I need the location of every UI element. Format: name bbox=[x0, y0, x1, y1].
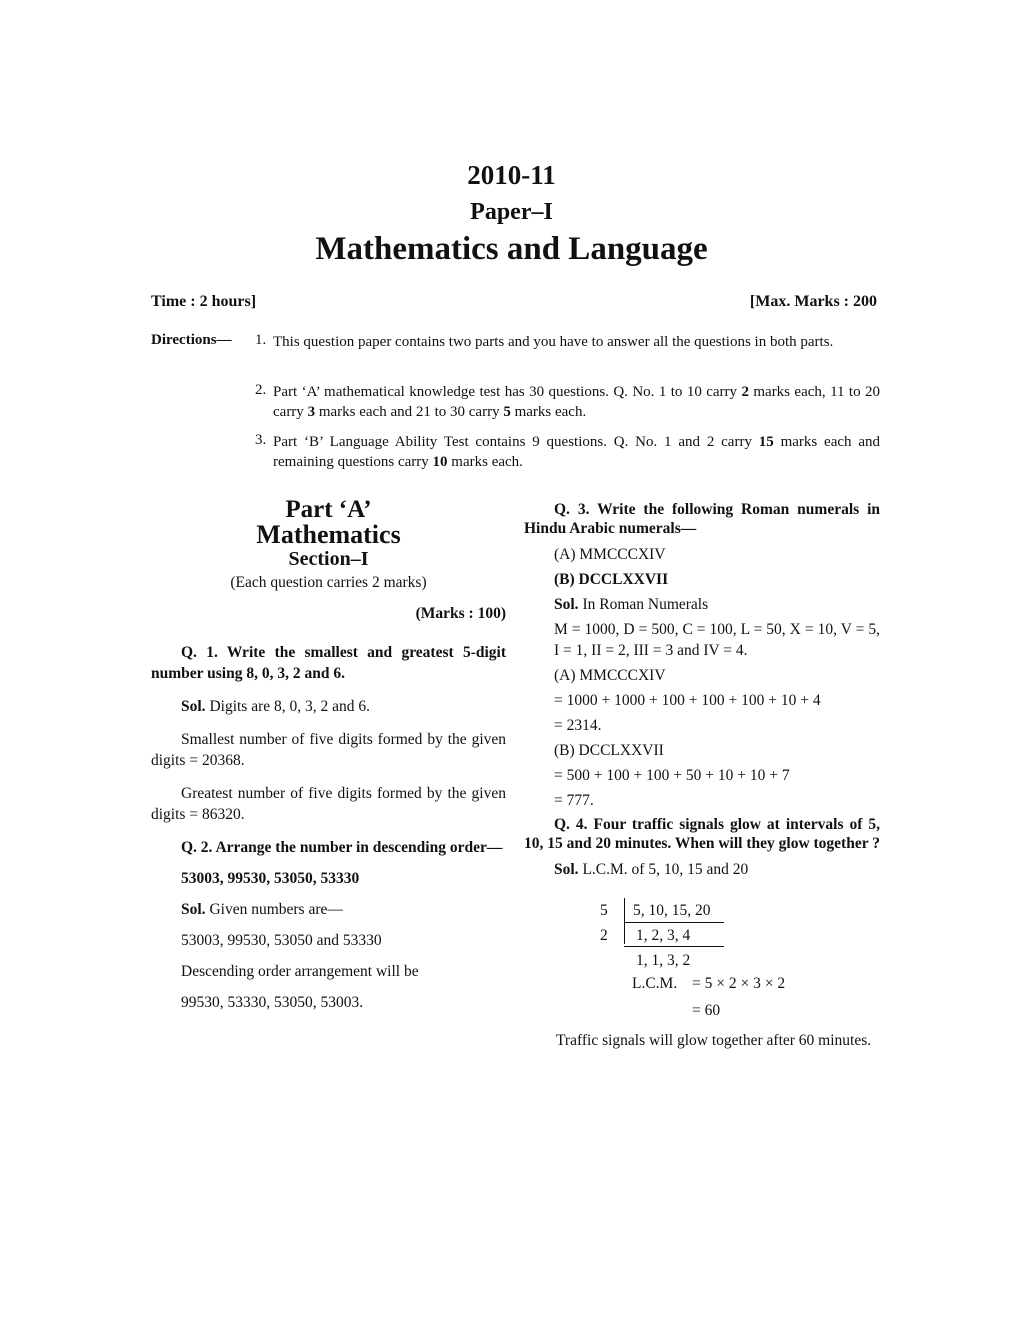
left-column bbox=[151, 496, 506, 1013]
solution-3: Sol. In Roman Numerals bbox=[554, 596, 709, 613]
paper-subject: Mathematics and Language bbox=[315, 231, 708, 267]
roman-numeral-a: (A) MMCCCXIV bbox=[554, 546, 666, 563]
roman-numeral-b: (B) DCCLXXVII bbox=[554, 571, 669, 588]
lcm-bracket bbox=[624, 898, 625, 944]
solution-text: Descending order arrangement will be bbox=[181, 963, 419, 980]
directions-label: Directions— bbox=[151, 332, 232, 348]
section-title: Mathematics bbox=[256, 520, 401, 549]
solution-answer: = 777. bbox=[554, 792, 594, 809]
lcm-result: = 60 bbox=[692, 1002, 721, 1019]
solution-text: 53003, 99530, 53050 and 53330 bbox=[181, 932, 382, 949]
time-allowed: Time : 2 hours] bbox=[151, 293, 257, 310]
solution-text: Smallest number of five digits formed by the given digits = 20368. bbox=[151, 731, 506, 769]
part-heading: Part ‘A’ bbox=[285, 496, 372, 523]
right-column bbox=[524, 500, 880, 880]
direction-number: 2. bbox=[255, 382, 267, 398]
solution-conclusion: Traffic signals will glow together after 60 minutes. bbox=[556, 1032, 872, 1049]
direction-number: 3. bbox=[255, 432, 267, 448]
solution-text: (B) DCCLXXVII bbox=[554, 742, 664, 759]
solution-text: (A) MMCCCXIV bbox=[554, 667, 666, 684]
roman-values: M = 1000, D = 500, C = 100, L = 50, X = 10, V = 5, I = 1, II = 2, III = 3 and IV = 4. bbox=[554, 621, 880, 659]
solution-text: = 500 + 100 + 100 + 50 + 10 + 10 + 7 bbox=[554, 767, 790, 784]
direction-text: Part ‘B’ Language Ability Test contains 9 questions. Q. No. 1 and 2 carry 15 marks each and remaining questions carry 10 marks each. bbox=[273, 434, 880, 470]
direction-text: Part ‘A’ mathematical knowledge test has 30 questions. Q. No. 1 to 10 carry 2 marks each, 11 to 20 carry 3 marks each and 21 to 30 carry 5 marks each. bbox=[273, 384, 880, 420]
solution-2: Sol. Given numbers are— bbox=[181, 901, 343, 918]
lcm-row: 1, 1, 3, 2 bbox=[636, 952, 691, 969]
section-heading: Section–I bbox=[288, 548, 369, 570]
solution-text: Greatest number of five digits formed by the given digits = 86320. bbox=[151, 785, 506, 823]
direction-number: 1. bbox=[255, 332, 267, 348]
section-note: (Each question carries 2 marks) bbox=[230, 574, 427, 591]
solution-answer: 99530, 53330, 53050, 53003. bbox=[181, 994, 364, 1011]
paper-number: Paper–I bbox=[470, 199, 553, 225]
solution-4: Sol. L.C.M. of 5, 10, 15 and 20 bbox=[554, 861, 749, 878]
lcm-label: L.C.M. bbox=[632, 975, 678, 992]
question-1: Q. 1. Write the smallest and greatest 5-digit number using 8, 0, 3, 2 and 6. bbox=[151, 644, 506, 682]
solution-answer: = 2314. bbox=[554, 717, 602, 734]
lcm-line bbox=[624, 922, 724, 923]
solution-1: Sol. Digits are 8, 0, 3, 2 and 6. bbox=[181, 698, 371, 715]
question-4: Q. 4. Four traffic signals glow at intervals of 5, 10, 15 and 20 minutes. When will they glow together ? bbox=[524, 816, 880, 852]
direction-text: This question paper contains two parts and you have to answer all the questions in both parts. bbox=[273, 334, 834, 350]
question-2: Q. 2. Arrange the number in descending order— bbox=[181, 839, 503, 856]
lcm-row: 5, 10, 15, 20 bbox=[633, 902, 711, 919]
lcm-divisor: 2 bbox=[600, 927, 608, 944]
lcm-row: 1, 2, 3, 4 bbox=[636, 927, 691, 944]
lcm-line bbox=[624, 946, 724, 947]
solution-text: = 1000 + 1000 + 100 + 100 + 100 + 10 + 4 bbox=[554, 692, 821, 709]
lcm-divisor: 5 bbox=[600, 902, 608, 919]
question-numbers: 53003, 99530, 53050, 53330 bbox=[181, 870, 360, 887]
section-marks: (Marks : 100) bbox=[415, 605, 506, 622]
lcm-expression: = 5 × 2 × 3 × 2 bbox=[692, 975, 786, 992]
max-marks: [Max. Marks : 200 bbox=[749, 293, 877, 310]
question-3: Q. 3. Write the following Roman numerals in Hindu Arabic numerals— bbox=[524, 501, 880, 537]
paper-year: 2010-11 bbox=[467, 160, 556, 190]
